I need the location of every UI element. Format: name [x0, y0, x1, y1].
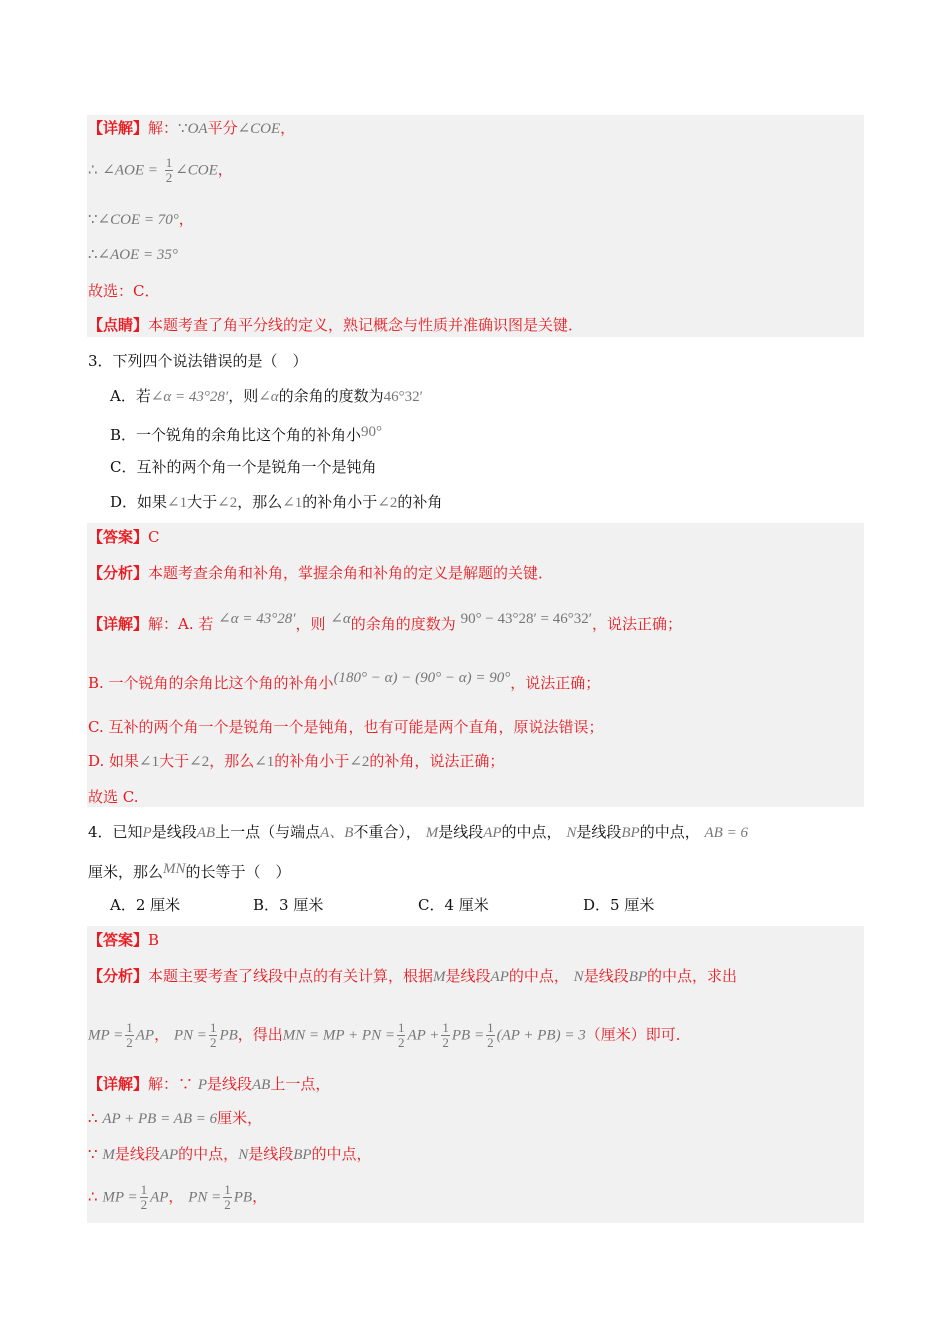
text: 的补角小于 [302, 493, 378, 511]
because-symbol: ∵ [88, 1145, 98, 1163]
math: M [433, 969, 446, 985]
math: 46°32′ [383, 389, 423, 405]
q4-option-c[interactable]: C．4 厘米 [418, 896, 489, 914]
q3-option-d[interactable] [110, 491, 442, 514]
math: MN [163, 861, 186, 877]
therefore-symbol: ∴ [88, 247, 98, 263]
math: ∠AOE = [102, 162, 158, 179]
q4-detail-line4 [88, 1183, 267, 1212]
text: 解： [148, 1075, 179, 1093]
denominator: 2 [224, 1197, 231, 1212]
text: ，则 [228, 387, 259, 405]
therefore-symbol: ∴ [88, 1109, 98, 1127]
text: ， [168, 1187, 184, 1206]
math: ∠α [330, 611, 351, 627]
q4-stem-line2 [88, 858, 291, 883]
math: AP [490, 969, 509, 985]
math: AP [159, 1147, 179, 1163]
text: 的中点， [639, 823, 700, 841]
text: 的补角小于 [274, 752, 350, 770]
q3-stem: 3．下列四个说法错误的是（ ） [88, 352, 308, 370]
q2-comment [88, 314, 583, 336]
text: D．如果 [110, 493, 168, 511]
numerator: 1 [397, 1020, 405, 1035]
math: N [566, 825, 577, 841]
therefore-symbol: ∴ [88, 1187, 98, 1206]
math: AB [252, 1077, 271, 1093]
text: （厘米）即可． [585, 1025, 691, 1044]
text: B. 一个锐角的余角比这个角的补角小 [88, 674, 334, 692]
math: BP [621, 825, 640, 841]
fraction [165, 156, 174, 185]
math: ∠COE [237, 121, 281, 137]
text: 4．已知 [88, 823, 143, 841]
q3-option-b[interactable] [110, 421, 382, 446]
detail-tag: 【详解】 [88, 119, 149, 137]
q4-detail-line1 [88, 1073, 330, 1096]
text: 本题主要考查了线段中点的有关计算，根据 [148, 967, 434, 985]
because-symbol: ∵ [88, 212, 98, 228]
text: 的补角 [397, 493, 443, 511]
numerator: 1 [140, 1182, 148, 1197]
denominator: 2 [209, 1035, 217, 1050]
text: 的中点， [311, 1145, 372, 1163]
q4-stem-line1 [88, 821, 748, 844]
math: AP + PB = AB = 6 [102, 1111, 218, 1127]
text: 的中点， [501, 823, 562, 841]
text: 解：A. 若 [148, 615, 214, 633]
fraction [140, 1183, 149, 1212]
math: 90° − 43°28′ = 46°32′ [460, 611, 593, 627]
text: 的中点，求出 [647, 967, 738, 985]
text: 厘米，那么 [88, 863, 164, 881]
math: ∠AOE = 35° [97, 247, 178, 263]
fraction [397, 1021, 406, 1050]
denominator: 2 [487, 1035, 494, 1050]
text: 的长等于（ ） [185, 863, 291, 881]
text: 的中点， [508, 967, 569, 985]
denominator: 2 [140, 1197, 148, 1212]
math: PB [219, 1027, 238, 1044]
math: ∠α = 43°28′ [218, 611, 296, 627]
math: BP [293, 1147, 312, 1163]
text: 的中点， [178, 1145, 239, 1163]
math: A、B [320, 825, 354, 841]
math: ∠2 [377, 495, 398, 511]
math: (AP + PB) = 3 [496, 1027, 586, 1044]
math: M [102, 1147, 115, 1163]
because-symbol: ∵ [178, 121, 188, 137]
q4-analysis-line2 [88, 1021, 691, 1050]
math: ∠1 [254, 754, 275, 770]
q3-final: 故选 C. [88, 788, 139, 806]
fraction [209, 1021, 218, 1050]
text: ，那么 [237, 493, 283, 511]
text: 是线段 [248, 1145, 294, 1163]
comment-tag: 【点睛】 [88, 316, 149, 334]
text: 是线段 [438, 823, 484, 841]
q4-option-b[interactable]: B．3 厘米 [253, 896, 324, 914]
text: 上一点（与端点 [215, 823, 321, 841]
analysis-tag: 【分析】 [88, 967, 149, 985]
text: 是线段 [207, 1075, 253, 1093]
numerator: 1 [487, 1020, 494, 1035]
text: ，那么 [209, 752, 255, 770]
numerator: 1 [165, 155, 173, 170]
therefore-symbol: ∴ [88, 162, 98, 179]
text: ， [178, 210, 194, 228]
math: ∠α = 43°28′ [150, 389, 229, 405]
analysis-text: 本题考查余角和补角，掌握余角和补角的定义是解题的关键． [148, 564, 554, 582]
text: 的补角，说法正确； [369, 752, 505, 770]
because-symbol: ∵ [178, 1075, 194, 1093]
math: MP = [102, 1189, 138, 1206]
text: 是线段 [114, 1145, 160, 1163]
fraction [486, 1021, 495, 1050]
text: ，说法正确； [510, 674, 601, 692]
q2-detail-line1 [88, 117, 295, 140]
text: ，说法正确； [592, 615, 683, 633]
q2-answer: 故选：C． [88, 282, 160, 300]
numerator: 1 [442, 1020, 449, 1035]
text: 的余角的度数为 [278, 387, 384, 405]
math: OA [187, 121, 208, 137]
math: PN = [173, 1027, 207, 1044]
math: BP [628, 969, 648, 985]
text: A．若 [110, 387, 151, 405]
fraction [125, 1021, 134, 1050]
answer-tag: 【答案】 [88, 528, 149, 546]
math: AP [150, 1189, 169, 1206]
math: PB [233, 1189, 253, 1206]
text: 上一点， [270, 1075, 331, 1093]
q3-detail-c: C. 互补的两个角一个是锐角一个是钝角，也有可能是两个直角，原说法错误； [88, 718, 604, 736]
math: AP + [407, 1027, 440, 1044]
q3-answer [88, 526, 160, 548]
math: AB [196, 825, 216, 841]
q2-detail-line4 [88, 243, 178, 266]
text: 不重合）， [353, 823, 421, 841]
math: AP [135, 1027, 155, 1044]
denominator: 2 [442, 1035, 449, 1050]
q3-option-c[interactable]: C．互补的两个角一个是锐角一个是钝角 [110, 458, 377, 476]
fraction [223, 1183, 232, 1212]
math: ∠COE [175, 162, 218, 179]
math: MN = MP + PN = [282, 1027, 395, 1044]
math: N [573, 969, 584, 985]
math: ∠2 [217, 495, 238, 511]
denominator: 2 [397, 1035, 405, 1050]
math: ∠COE = 70° [97, 212, 179, 228]
text: 是线段 [576, 823, 622, 841]
answer-tag: 【答案】 [88, 931, 149, 949]
math: ∠2 [349, 754, 370, 770]
q4-option-a[interactable]: A．2 厘米 [110, 896, 181, 914]
text: ， [252, 1187, 268, 1206]
math: ∠1 [282, 495, 303, 511]
answer-value: B [148, 931, 160, 949]
text: 是线段 [583, 967, 629, 985]
math: M [425, 825, 439, 841]
math: MP = [88, 1027, 124, 1044]
fraction [441, 1021, 450, 1050]
math: PN = [188, 1189, 222, 1206]
text: 是线段 [151, 823, 197, 841]
math: ∠2 [189, 754, 210, 770]
math: ∠1 [139, 754, 160, 770]
math: 90° [361, 424, 383, 440]
answer-value: C [148, 528, 160, 546]
math: PB = [451, 1027, 485, 1044]
q3-option-a[interactable] [110, 385, 423, 408]
text: ， [280, 119, 296, 137]
math: ∠α [258, 389, 279, 405]
math: AP [483, 825, 502, 841]
q3-detail-b [88, 667, 600, 694]
text: ，则 [295, 615, 326, 633]
math: AB = 6 [704, 825, 748, 841]
text: ，得出 [237, 1025, 283, 1044]
text: D. 如果 [88, 752, 140, 770]
math: (180° − α) − (90° − α) = 90° [333, 670, 511, 686]
text: 的余角的度数为 [350, 615, 456, 633]
text: B．一个锐角的余角比这个角的补角小 [110, 426, 362, 444]
text: 大于 [159, 752, 190, 770]
q4-answer [88, 929, 159, 951]
q4-option-d[interactable]: D．5 厘米 [583, 896, 655, 914]
text: ， [217, 160, 233, 179]
text: 厘米， [217, 1109, 263, 1127]
text: ， [154, 1025, 170, 1044]
q3-analysis [88, 562, 553, 584]
q2-detail-line2 [88, 156, 233, 185]
numerator: 1 [126, 1020, 133, 1035]
analysis-tag: 【分析】 [88, 564, 149, 582]
q4-detail-line3 [88, 1143, 372, 1166]
numerator: 1 [224, 1182, 231, 1197]
detail-tag: 【详解】 [88, 1075, 149, 1093]
math: ∠1 [167, 495, 188, 511]
q2-solution-box [87, 115, 864, 337]
detail-tag: 【详解】 [88, 615, 149, 633]
text: 解： [148, 119, 179, 137]
denominator: 2 [126, 1035, 133, 1050]
q3-detail-d [88, 750, 504, 773]
q4-analysis-line1 [88, 965, 737, 988]
text: 是线段 [445, 967, 491, 985]
comment-text: 本题考查了角平分线的定义，熟记概念与性质并准确识图是关键． [148, 316, 584, 334]
q2-detail-line3 [88, 208, 194, 231]
math: P [142, 825, 152, 841]
denominator: 2 [165, 170, 173, 185]
text: 平分 [207, 119, 238, 137]
q3-detail-a [88, 608, 682, 635]
math: P [197, 1077, 207, 1093]
math: N [238, 1147, 249, 1163]
text: 大于 [187, 493, 218, 511]
numerator: 1 [209, 1020, 217, 1035]
q4-detail-line2 [88, 1107, 262, 1130]
